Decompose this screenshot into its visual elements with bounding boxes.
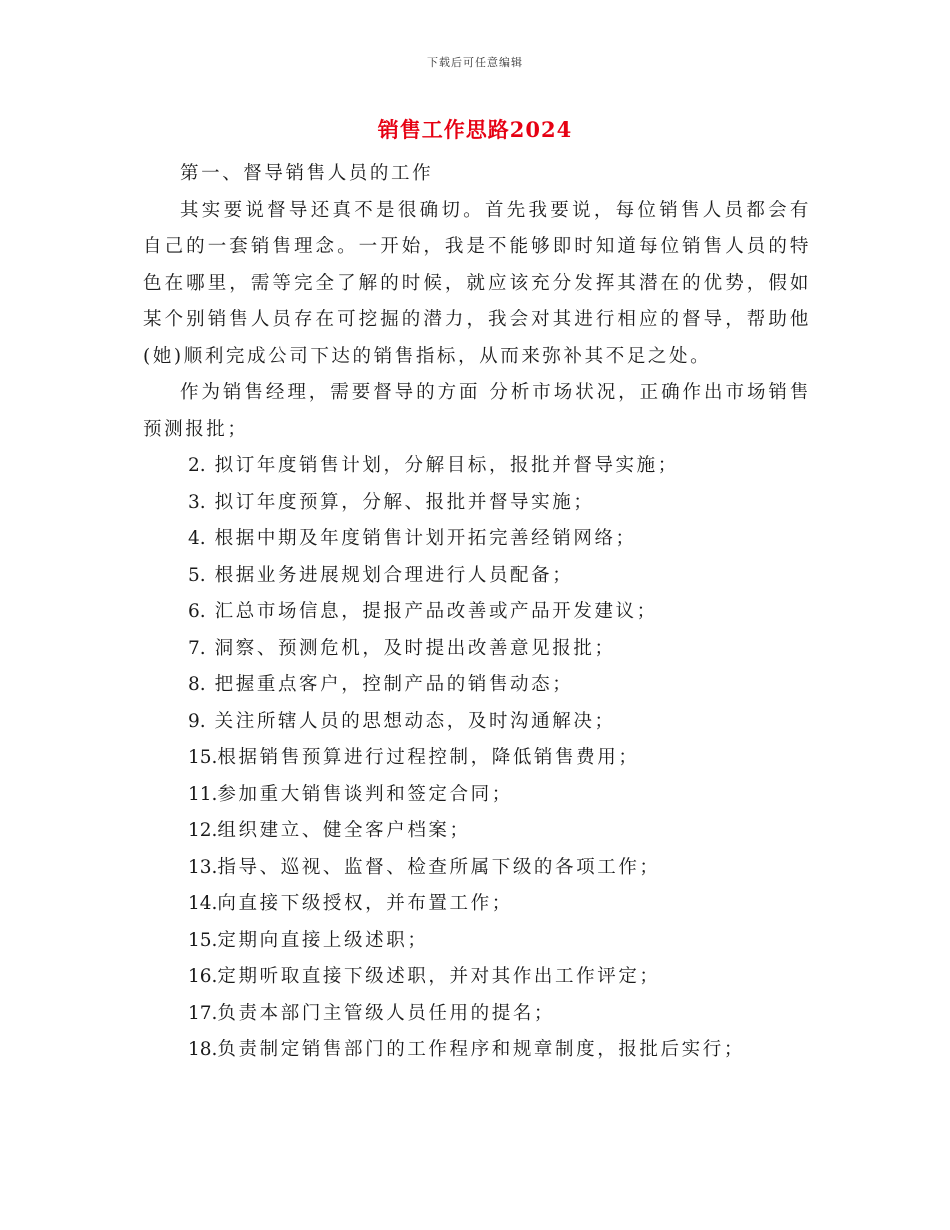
list-item-number: 8.: [188, 674, 206, 695]
paragraph: 作为销售经理，需要督导的方面 分析市场状况，正确作出市场销售预测报批；: [143, 382, 811, 440]
list-item: [143, 631, 811, 668]
list-item-text: 把握重点客户，控制产品的销售动态；: [214, 674, 574, 695]
list-item-number: 5.: [188, 564, 206, 586]
list-item-number: 9.: [188, 710, 206, 732]
list-item-text: 洞察、预测危机，及时提出改善意见报批；: [214, 637, 616, 659]
list-item-text: 定期向直接上级述职；: [217, 929, 429, 951]
list-item: [143, 521, 811, 558]
list-item-number: 18.: [188, 1039, 218, 1060]
document-title: 销售工作思路2024: [377, 117, 573, 142]
list-item-text: 组织建立、健全客户档案；: [217, 820, 471, 841]
list-item-number: 15.: [188, 929, 218, 951]
list-item: [143, 886, 811, 923]
list-item-text: 指导、巡视、监督、检查所属下级的各项工作；: [217, 856, 661, 878]
list-item-text: 汇总市场信息，提报产品改善或产品开发建议；: [214, 601, 658, 622]
header-note: 下载后可任意编辑: [427, 56, 523, 69]
list-item: [143, 558, 811, 595]
list-item-number: 7.: [188, 637, 206, 659]
list-item-text: 根据销售预算进行过程控制，降低销售费用；: [217, 747, 640, 768]
list-item-number: 15.: [188, 747, 218, 768]
document-body: [143, 156, 811, 1069]
list-item: [143, 594, 811, 631]
section-heading: 第一、督导销售人员的工作: [180, 163, 434, 184]
list-item: [143, 667, 811, 704]
list-item-text: 负责制定销售部门的工作程序和规章制度，报批后实行；: [217, 1039, 745, 1060]
paragraph: 其实要说督导还真不是很确切。首先我要说，每位销售人员都会有自己的一套销售理念。一开始，我是不能够即时知道每位销售人员的特色在哪里，需等完全了解的时候，就应该充分发挥其潜在的优势，假如某个别销售人员存在可挖掘的潜力，我会对其进行相应的督导，帮助他(她)顺利完成公司下达的销售指标，从而来弥补其不足之处。: [143, 199, 811, 367]
list-item: [143, 777, 811, 814]
list-item-number: 2.: [188, 455, 206, 476]
list-item: [143, 959, 811, 996]
list-item-number: 3.: [188, 491, 206, 513]
list-item: [143, 1032, 811, 1069]
list-item: [143, 923, 811, 960]
list-item-number: 14.: [188, 893, 218, 914]
list-item: [143, 813, 811, 850]
list-item-number: 16.: [188, 966, 218, 987]
list-item-text: 拟订年度销售计划，分解目标，报批并督导实施；: [214, 455, 679, 476]
list-item-text: 根据中期及年度销售计划开拓完善经销网络；: [214, 528, 637, 549]
list-item-text: 根据业务进展规划合理进行人员配备；: [214, 564, 574, 586]
list-item-text: 拟订年度预算，分解、报批并督导实施；: [214, 491, 595, 513]
list-item-number: 13.: [188, 856, 218, 878]
list-item-text: 参加重大销售谈判和签定合同；: [217, 783, 513, 805]
list-item: [143, 448, 811, 485]
list-item-number: 11.: [188, 783, 218, 805]
list-item-text: 向直接下级授权，并布置工作；: [217, 893, 513, 914]
list-item-number: 6.: [188, 601, 206, 622]
list-item-number: 17.: [188, 1002, 218, 1024]
list-item: [143, 740, 811, 777]
list-item-text: 负责本部门主管级人员任用的提名；: [217, 1002, 556, 1024]
list-item: [143, 850, 811, 887]
list-item-number: 12.: [188, 820, 218, 841]
list-item: [143, 485, 811, 522]
list-item-text: 关注所辖人员的思想动态，及时沟通解决；: [214, 710, 616, 732]
list-item-text: 定期听取直接下级述职，并对其作出工作评定；: [217, 966, 661, 987]
list-item: [143, 996, 811, 1033]
list-item: [143, 704, 811, 741]
list-item-number: 4.: [188, 528, 206, 549]
duty-list: [143, 448, 811, 1069]
